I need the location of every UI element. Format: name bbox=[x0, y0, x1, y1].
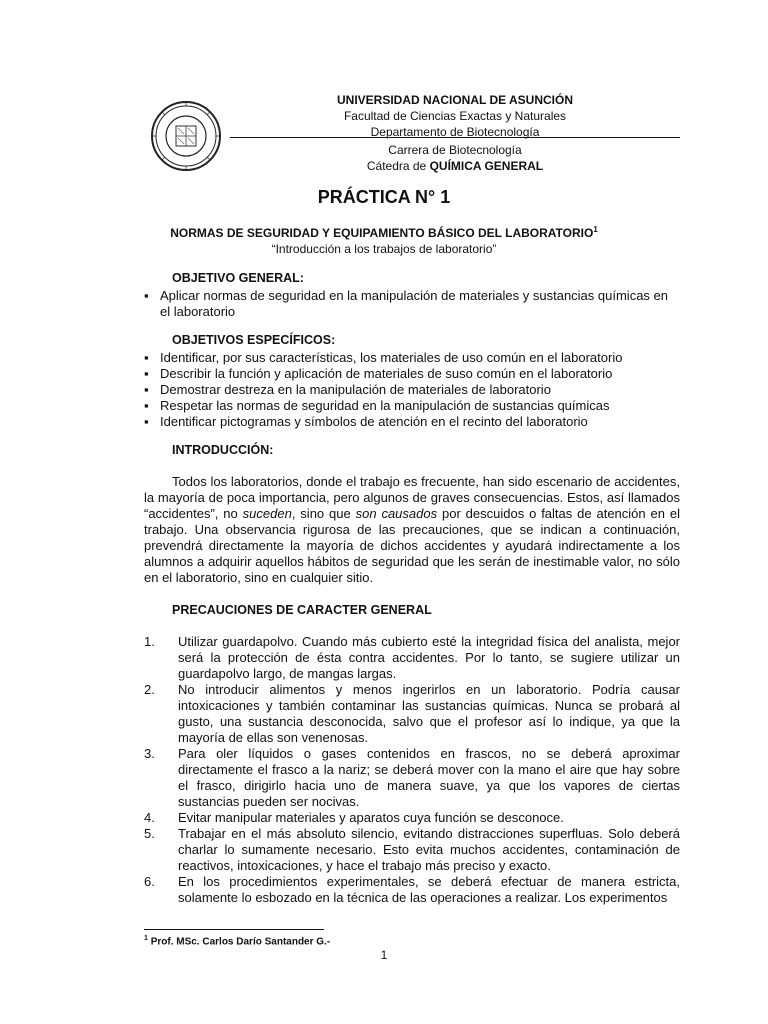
list-item-text: Demostrar destreza en la manipulación de materiales de laboratorio bbox=[160, 382, 551, 397]
footnote-divider bbox=[144, 929, 324, 930]
list-item-text: En los procedimientos experimentales, se deberá efectuar de manera estricta, solamente lo esbozado en la técnica de las operaciones a realizar. Los experimentos bbox=[178, 874, 680, 905]
intro-emphasis-1: suceden bbox=[242, 506, 292, 521]
footnote-mark: 1 bbox=[144, 935, 148, 942]
list-item bbox=[144, 746, 680, 810]
bullet-icon: ▪ bbox=[144, 288, 149, 303]
list-item-text: Para oler líquidos o gases contenidos en frascos, no se deberá aproximar directamente el frasco a la nariz; se deberá mover con la mano el aire que hay sobre el frasco, dirigirlo hacia uno de manera suave, ya que los vapores de ciertas sustancias pueden ser nocivas. bbox=[178, 746, 680, 809]
institution-header bbox=[230, 92, 680, 174]
list-item bbox=[144, 634, 680, 682]
practice-subtitle bbox=[130, 222, 638, 257]
bullet-icon: ▪ bbox=[144, 414, 149, 429]
list-item-text: Identificar pictogramas y símbolos de atención en el recinto del laboratorio bbox=[160, 414, 588, 429]
precauciones-title: PRECAUCIONES DE CARACTER GENERAL bbox=[172, 603, 432, 617]
list-item bbox=[144, 398, 680, 414]
intro-text-1: Todos los laboratorios, donde el trabajo es frecuente, han sido escenario de accidentes, la mayoría de poca importancia, pero algunos de graves consecuencias. Estos, así llamados “accidentes”, no bbox=[144, 474, 680, 521]
precauciones-list bbox=[144, 634, 680, 906]
item-number: 3. bbox=[144, 746, 155, 761]
footnote-text: Prof. MSc. Carlos Darío Santander G.- bbox=[150, 936, 331, 948]
subtitle-quote: “Introducción a los trabajos de laboratorio” bbox=[271, 242, 497, 256]
item-number: 6. bbox=[144, 874, 155, 889]
list-item bbox=[144, 874, 680, 906]
page-number: 1 bbox=[380, 948, 388, 962]
item-number: 1. bbox=[144, 634, 155, 649]
chair-line bbox=[230, 158, 680, 174]
header-divider bbox=[230, 137, 680, 138]
bullet-icon: ▪ bbox=[144, 382, 149, 397]
list-item bbox=[144, 682, 680, 746]
list-item-text: Identificar, por sus características, los materiales de uso común en el laboratorio bbox=[160, 350, 623, 365]
subtitle-main bbox=[130, 222, 638, 241]
subtitle-footnote-mark: 1 bbox=[593, 225, 598, 234]
objetivos-especificos-list bbox=[144, 350, 680, 430]
bullet-icon: ▪ bbox=[144, 366, 149, 381]
list-item-text: Evitar manipular materiales y aparatos cuya función se desconoce. bbox=[178, 810, 564, 825]
university-seal-icon bbox=[150, 100, 222, 172]
practice-title: PRÁCTICA N° 1 bbox=[317, 187, 451, 207]
faculty-name: Facultad de Ciencias Exactas y Naturales bbox=[343, 109, 567, 123]
department-name: Departamento de Biotecnología bbox=[370, 125, 540, 139]
list-item-text: Respetar las normas de seguridad en la manipulación de sustancias químicas bbox=[160, 398, 610, 413]
subtitle-main-text: NORMAS DE SEGURIDAD Y EQUIPAMIENTO BÁSICO DEL LABORATORIO bbox=[170, 226, 594, 240]
chair-name: QUÍMICA GENERAL bbox=[429, 159, 544, 173]
intro-text-3: por descuidos o faltas de atención en el trabajo. Una observancia rigurosa de las precauciones, que se indican a continuación, prevendrá directamente la mayoría de dichos accidentes y ayudará indirectamente a los alumnos a adquirir aquellos hábitos de seguridad que les serán de inestimable valor, no sólo en el laboratorio, sino en cualquier sitio. bbox=[144, 506, 680, 585]
list-item bbox=[144, 288, 680, 320]
list-item bbox=[144, 810, 680, 826]
intro-text-2: , sino que bbox=[291, 506, 356, 521]
introduccion-paragraph bbox=[144, 474, 680, 586]
list-item-text: Aplicar normas de seguridad en la manipulación de materiales y sustancias químicas en el laboratorio bbox=[160, 288, 668, 319]
item-number: 2. bbox=[144, 682, 155, 697]
list-item-text: No introducir alimentos y menos ingerirlos en un laboratorio. Podría causar intoxicaciones y también contaminar las sustancias químicas. Nunca se probará al gusto, una sustancia desconocida, salvo que el profesor así lo indique, ya que la mayoría de ellas son venenosas. bbox=[178, 682, 680, 745]
item-number: 4. bbox=[144, 810, 155, 825]
list-item bbox=[144, 414, 680, 430]
footnote bbox=[144, 935, 330, 947]
list-item bbox=[144, 826, 680, 874]
list-item-text: Trabajar en el más absoluto silencio, evitando distracciones superfluas. Solo deberá charlar lo sumamente necesario. Esto evita muchos accidentes, contaminación de reactivos, intoxicaciones, y hace el trabajo más preciso y exacto. bbox=[178, 826, 680, 873]
main-content bbox=[144, 270, 680, 906]
list-item bbox=[144, 350, 680, 366]
item-number: 5. bbox=[144, 826, 155, 841]
list-item bbox=[144, 366, 680, 382]
introduccion-title: INTRODUCCIÓN: bbox=[172, 443, 274, 457]
list-item-text: Utilizar guardapolvo. Cuando más cubierto esté la integridad física del analista, mejor será la protección de ésta contra accidentes. Por lo tanto, se sugiere utilizar un guardapolvo largo, de mangas largas. bbox=[178, 634, 680, 681]
career-name: Carrera de Biotecnología bbox=[388, 143, 522, 157]
bullet-icon: ▪ bbox=[144, 350, 149, 365]
objetivo-general-list bbox=[144, 288, 680, 320]
objetivos-especificos-title: OBJETIVOS ESPECÍFICOS: bbox=[172, 333, 336, 347]
list-item bbox=[144, 382, 680, 398]
university-name: UNIVERSIDAD NACIONAL DE ASUNCIÓN bbox=[336, 93, 573, 107]
intro-emphasis-2: son causados bbox=[355, 506, 438, 521]
objetivo-general-title: OBJETIVO GENERAL: bbox=[172, 271, 304, 285]
chair-prefix: Cátedra de bbox=[366, 159, 427, 173]
list-item-text: Describir la función y aplicación de materiales de suso común en el laboratorio bbox=[160, 366, 613, 381]
bullet-icon: ▪ bbox=[144, 398, 149, 413]
